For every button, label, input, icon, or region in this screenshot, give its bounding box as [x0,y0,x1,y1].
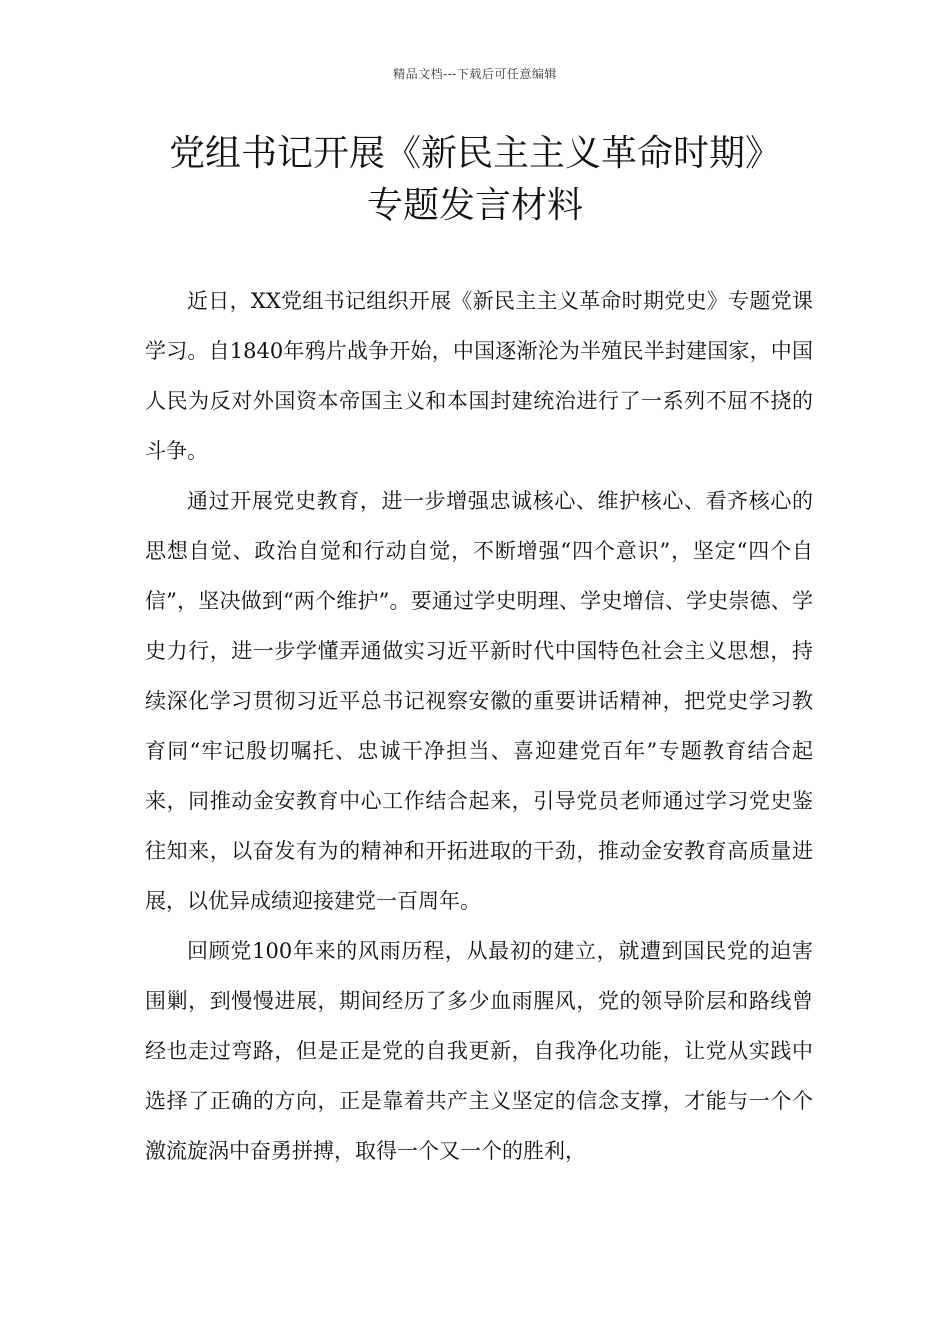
title-line-2: 专题发言材料 [366,185,583,226]
paragraph-1: 近日，XX党组书记组织开展《新民主主义革命时期党史》专题党课学习。自1840年鸦片战争开始，中国逐渐沦为半殖民半封建国家，中国人民为反对外国资本帝国主义和本国封建统治进行了一系列不屈不挠的斗争。 [145,289,813,463]
paragraph-2: 通过开展党史教育，进一步增强忠诚核心、维护核心、看齐核心的思想自觉、政治自觉和行动自觉，不断增强“四个意识”，坚定“四个自信”，坚决做到“两个维护”。要通过学史明理、学史增信、学史崇德、学史力行，进一步学懂弄通做实习近平新时代中国特色社会主义思想，持续深化学习贯彻习近平总书记视察安徽的重要讲话精神，把党史学习教育同“牢记殷切嘱托、忠诚干净担当、喜迎建党百年”专题教育结合起来，同推动金安教育中心工作结合起来，引导党员老师通过学习党史鉴往知来，以奋发有为的精神和开拓进取的干劲，推动金安教育高质量进展，以优异成绩迎接建党一百周年。 [145,489,813,913]
header-note: 精品文档---下载后可任意编辑 [393,67,557,81]
document-title [60,128,890,232]
title-line-1: 党组书记开展《新民主主义革命时期》 [168,133,781,174]
document-body [145,276,813,1176]
paragraph-3: 回顾党100年来的风雨历程，从最初的建立，就遭到国民党的迫害围剿，到慢慢进展，期间经历了多少血雨腥风，党的领导阶层和路线曾经也走过弯路，但是正是党的自我更新，自我净化功能，让党从实践中选择了正确的方向，正是靠着共产主义坚定的信念支撑，才能与一个个激流旋涡中奋勇拼搏，取得一个又一个的胜利， [145,939,813,1163]
